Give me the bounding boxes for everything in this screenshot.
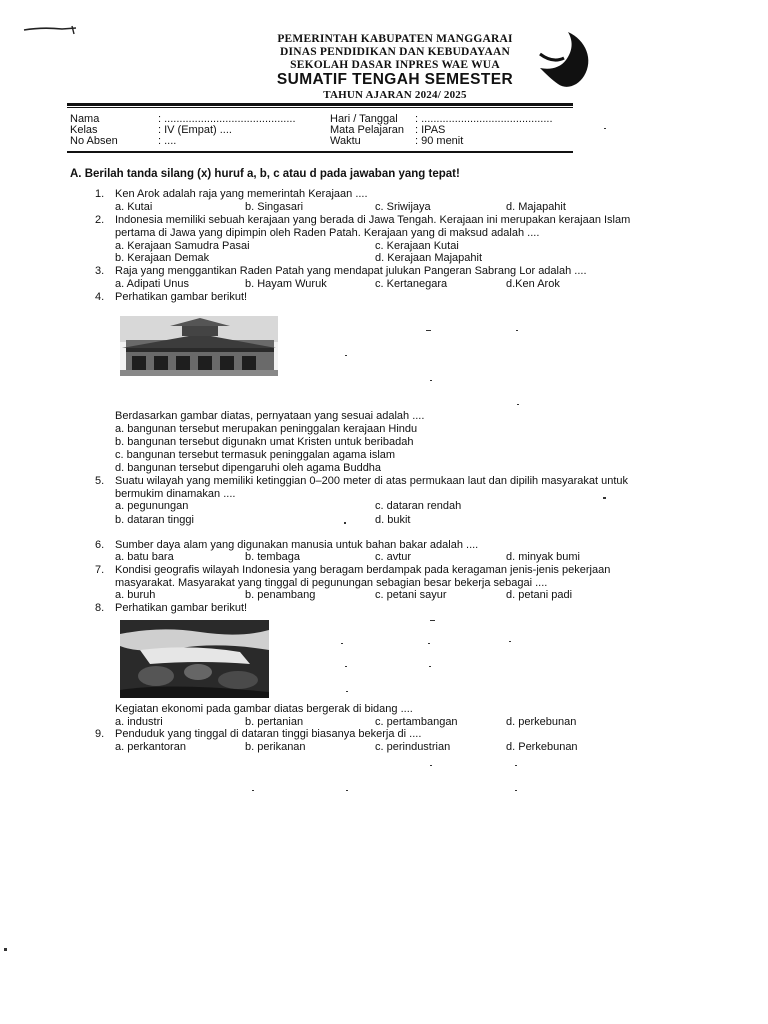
scan-speck xyxy=(346,790,348,791)
absen-value: : .... xyxy=(158,135,177,147)
q5-option-d: d. bukit xyxy=(375,514,411,526)
activity-photo xyxy=(120,620,269,698)
q4-stem: Berdasarkan gambar diatas, pernyataan yang sesuai adalah .... xyxy=(115,410,425,422)
nama-value: : ........................................... xyxy=(158,113,296,125)
info-rule xyxy=(67,151,573,153)
q4-option-a: a. bangunan tersebut merupakan peninggalan kerajaan Hindu xyxy=(115,423,418,435)
header-rule-bottom xyxy=(67,107,573,108)
absen-label: No Absen xyxy=(70,135,118,147)
q5-line-2: bermukim dinamakan .... xyxy=(115,488,236,500)
q8-text: Perhatikan gambar berikut! xyxy=(115,602,248,614)
waktu-value: : 90 menit xyxy=(415,135,464,147)
scan-speck xyxy=(428,643,430,644)
q7-option-a: a. buruh xyxy=(115,589,156,601)
mosque-photo xyxy=(120,316,278,376)
q7-line-1: Kondisi geografis wilayah Indonesia yang beragam berdampak pada keragaman jenis-jenis pekerjaan xyxy=(115,564,611,576)
scan-speck xyxy=(341,643,343,644)
scan-speck xyxy=(345,355,347,356)
scan-speck xyxy=(517,404,519,405)
q3-option-a: a. Adipati Unus xyxy=(115,278,189,290)
header-line-2: DINAS PENDIDIKAN DAN KEBUDAYAAN xyxy=(280,46,510,58)
q2-option-a: a. Kerajaan Samudra Pasai xyxy=(115,240,250,252)
kelas-value: : IV (Empat) .... xyxy=(158,124,232,136)
q4-number: 4. xyxy=(95,291,105,303)
scan-speck xyxy=(515,790,517,791)
scan-speck xyxy=(516,330,518,331)
q5-option-b: b. dataran tinggi xyxy=(115,514,194,526)
q4-text: Perhatikan gambar berikut! xyxy=(115,291,248,303)
q1-text: Ken Arok adalah raja yang memerintah Kerajaan .... xyxy=(115,188,368,200)
q9-option-b: b. perikanan xyxy=(245,741,306,753)
q8-stem: Kegiatan ekonomi pada gambar diatas bergerak di bidang .... xyxy=(115,703,413,715)
header-rule-top xyxy=(67,103,573,106)
q5-option-a: a. pegunungan xyxy=(115,500,189,512)
q5-option-c: c. dataran rendah xyxy=(375,500,462,512)
q8-option-d: d. perkebunan xyxy=(506,716,577,728)
section-a-instruction: A. Berilah tanda silang (x) huruf a, b, c atau d pada jawaban yang tepat! xyxy=(70,168,460,180)
q7-number: 7. xyxy=(95,564,105,576)
kelas-label: Kelas xyxy=(70,124,98,136)
q6-option-c: c. avtur xyxy=(375,551,412,563)
q8-option-c: c. pertambangan xyxy=(375,716,458,728)
scan-speck xyxy=(429,666,431,667)
q9-option-d: d. Perkebunan xyxy=(506,741,578,753)
scan-speck xyxy=(430,380,432,381)
scan-speck xyxy=(4,948,7,951)
q6-option-a: a. batu bara xyxy=(115,551,174,563)
scan-speck xyxy=(430,765,432,766)
scan-speck xyxy=(426,330,431,331)
q2-number: 2. xyxy=(95,214,105,226)
q7-option-b: b. penambang xyxy=(245,589,316,601)
school-logo xyxy=(538,30,596,92)
q9-option-a: a. perkantoran xyxy=(115,741,186,753)
scan-speck xyxy=(344,522,346,524)
q7-line-2: masyarakat. Masyarakat yang tinggal di pegunungan sebagian besar bekerja sebagai .... xyxy=(115,577,548,589)
q2-option-b: b. Kerajaan Demak xyxy=(115,252,210,264)
scan-speck xyxy=(345,666,347,667)
q4-option-c: c. bangunan tersebut termasuk peninggalan agama islam xyxy=(115,449,396,461)
q7-option-c: c. petani sayur xyxy=(375,589,447,601)
school-year: TAHUN AJARAN 2024/ 2025 xyxy=(323,89,467,101)
q5-number: 5. xyxy=(95,475,105,487)
hari-value: : ........................................... xyxy=(415,113,553,125)
scan-speck xyxy=(603,497,606,499)
mapel-label: Mata Pelajaran xyxy=(330,124,404,136)
scan-speck xyxy=(604,128,606,129)
q3-option-d: d.Ken Arok xyxy=(506,278,560,290)
header-line-3: SEKOLAH DASAR INPRES WAE WUA xyxy=(290,59,500,71)
q2-line-1: Indonesia memiliki sebuah kerajaan yang berada di Jawa Tengah. Kerajaan ini merupakan kerajaan Islam xyxy=(115,214,631,226)
q9-option-c: c. perindustrian xyxy=(375,741,451,753)
q6-number: 6. xyxy=(95,539,105,551)
q1-option-c: c. Sriwijaya xyxy=(375,201,431,213)
scan-speck xyxy=(509,641,511,642)
q7-option-d: d. petani padi xyxy=(506,589,573,601)
q3-option-b: b. Hayam Wuruk xyxy=(245,278,327,290)
scan-speck xyxy=(252,790,254,791)
exam-title: SUMATIF TENGAH SEMESTER xyxy=(276,71,514,88)
q6-option-d: d. minyak bumi xyxy=(506,551,580,563)
q1-option-b: b. Singasari xyxy=(245,201,304,213)
q8-option-a: a. industri xyxy=(115,716,163,728)
hari-label: Hari / Tanggal xyxy=(330,113,398,125)
q2-line-2: pertama di Jawa yang dipimpin oleh Raden Patah. Kerajaan yang di maksud adalah .... xyxy=(115,227,540,239)
scan-speck xyxy=(346,691,348,692)
q5-line-1: Suatu wilayah yang memiliki ketinggian 0–200 meter di atas permukaan laut dan dipilih masyarakat untuk xyxy=(115,475,629,487)
q6-option-b: b. tembaga xyxy=(245,551,301,563)
q1-option-a: a. Kutai xyxy=(115,201,153,213)
q3-number: 3. xyxy=(95,265,105,277)
q4-option-d: d. bangunan tersebut dipengaruhi oleh agama Buddha xyxy=(115,462,382,474)
q9-text: Penduduk yang tinggal di dataran tinggi biasanya bekerja di .... xyxy=(115,728,422,740)
q3-text: Raja yang menggantikan Raden Patah yang mendapat julukan Pangeran Sabrang Lor adalah .... xyxy=(115,265,587,277)
pen-mark xyxy=(22,22,78,36)
scan-speck xyxy=(430,620,435,621)
header-line-1: PEMERINTAH KABUPATEN MANGGARAI xyxy=(277,33,513,45)
q2-option-d: d. Kerajaan Majapahit xyxy=(375,252,483,264)
q6-text: Sumber daya alam yang digunakan manusia untuk bahan bakar adalah .... xyxy=(115,539,479,551)
waktu-label: Waktu xyxy=(330,135,361,147)
q1-option-d: d. Majapahit xyxy=(506,201,566,213)
scan-speck xyxy=(515,765,517,766)
mapel-value: : IPAS xyxy=(415,124,446,136)
q1-number: 1. xyxy=(95,188,105,200)
q8-number: 8. xyxy=(95,602,105,614)
nama-label: Nama xyxy=(70,113,100,125)
q2-option-c: c. Kerajaan Kutai xyxy=(375,240,459,252)
q3-option-c: c. Kertanegara xyxy=(375,278,448,290)
q9-number: 9. xyxy=(95,728,105,740)
q4-option-b: b. bangunan tersebut digunakn umat Kristen untuk beribadah xyxy=(115,436,414,448)
q8-option-b: b. pertanian xyxy=(245,716,304,728)
